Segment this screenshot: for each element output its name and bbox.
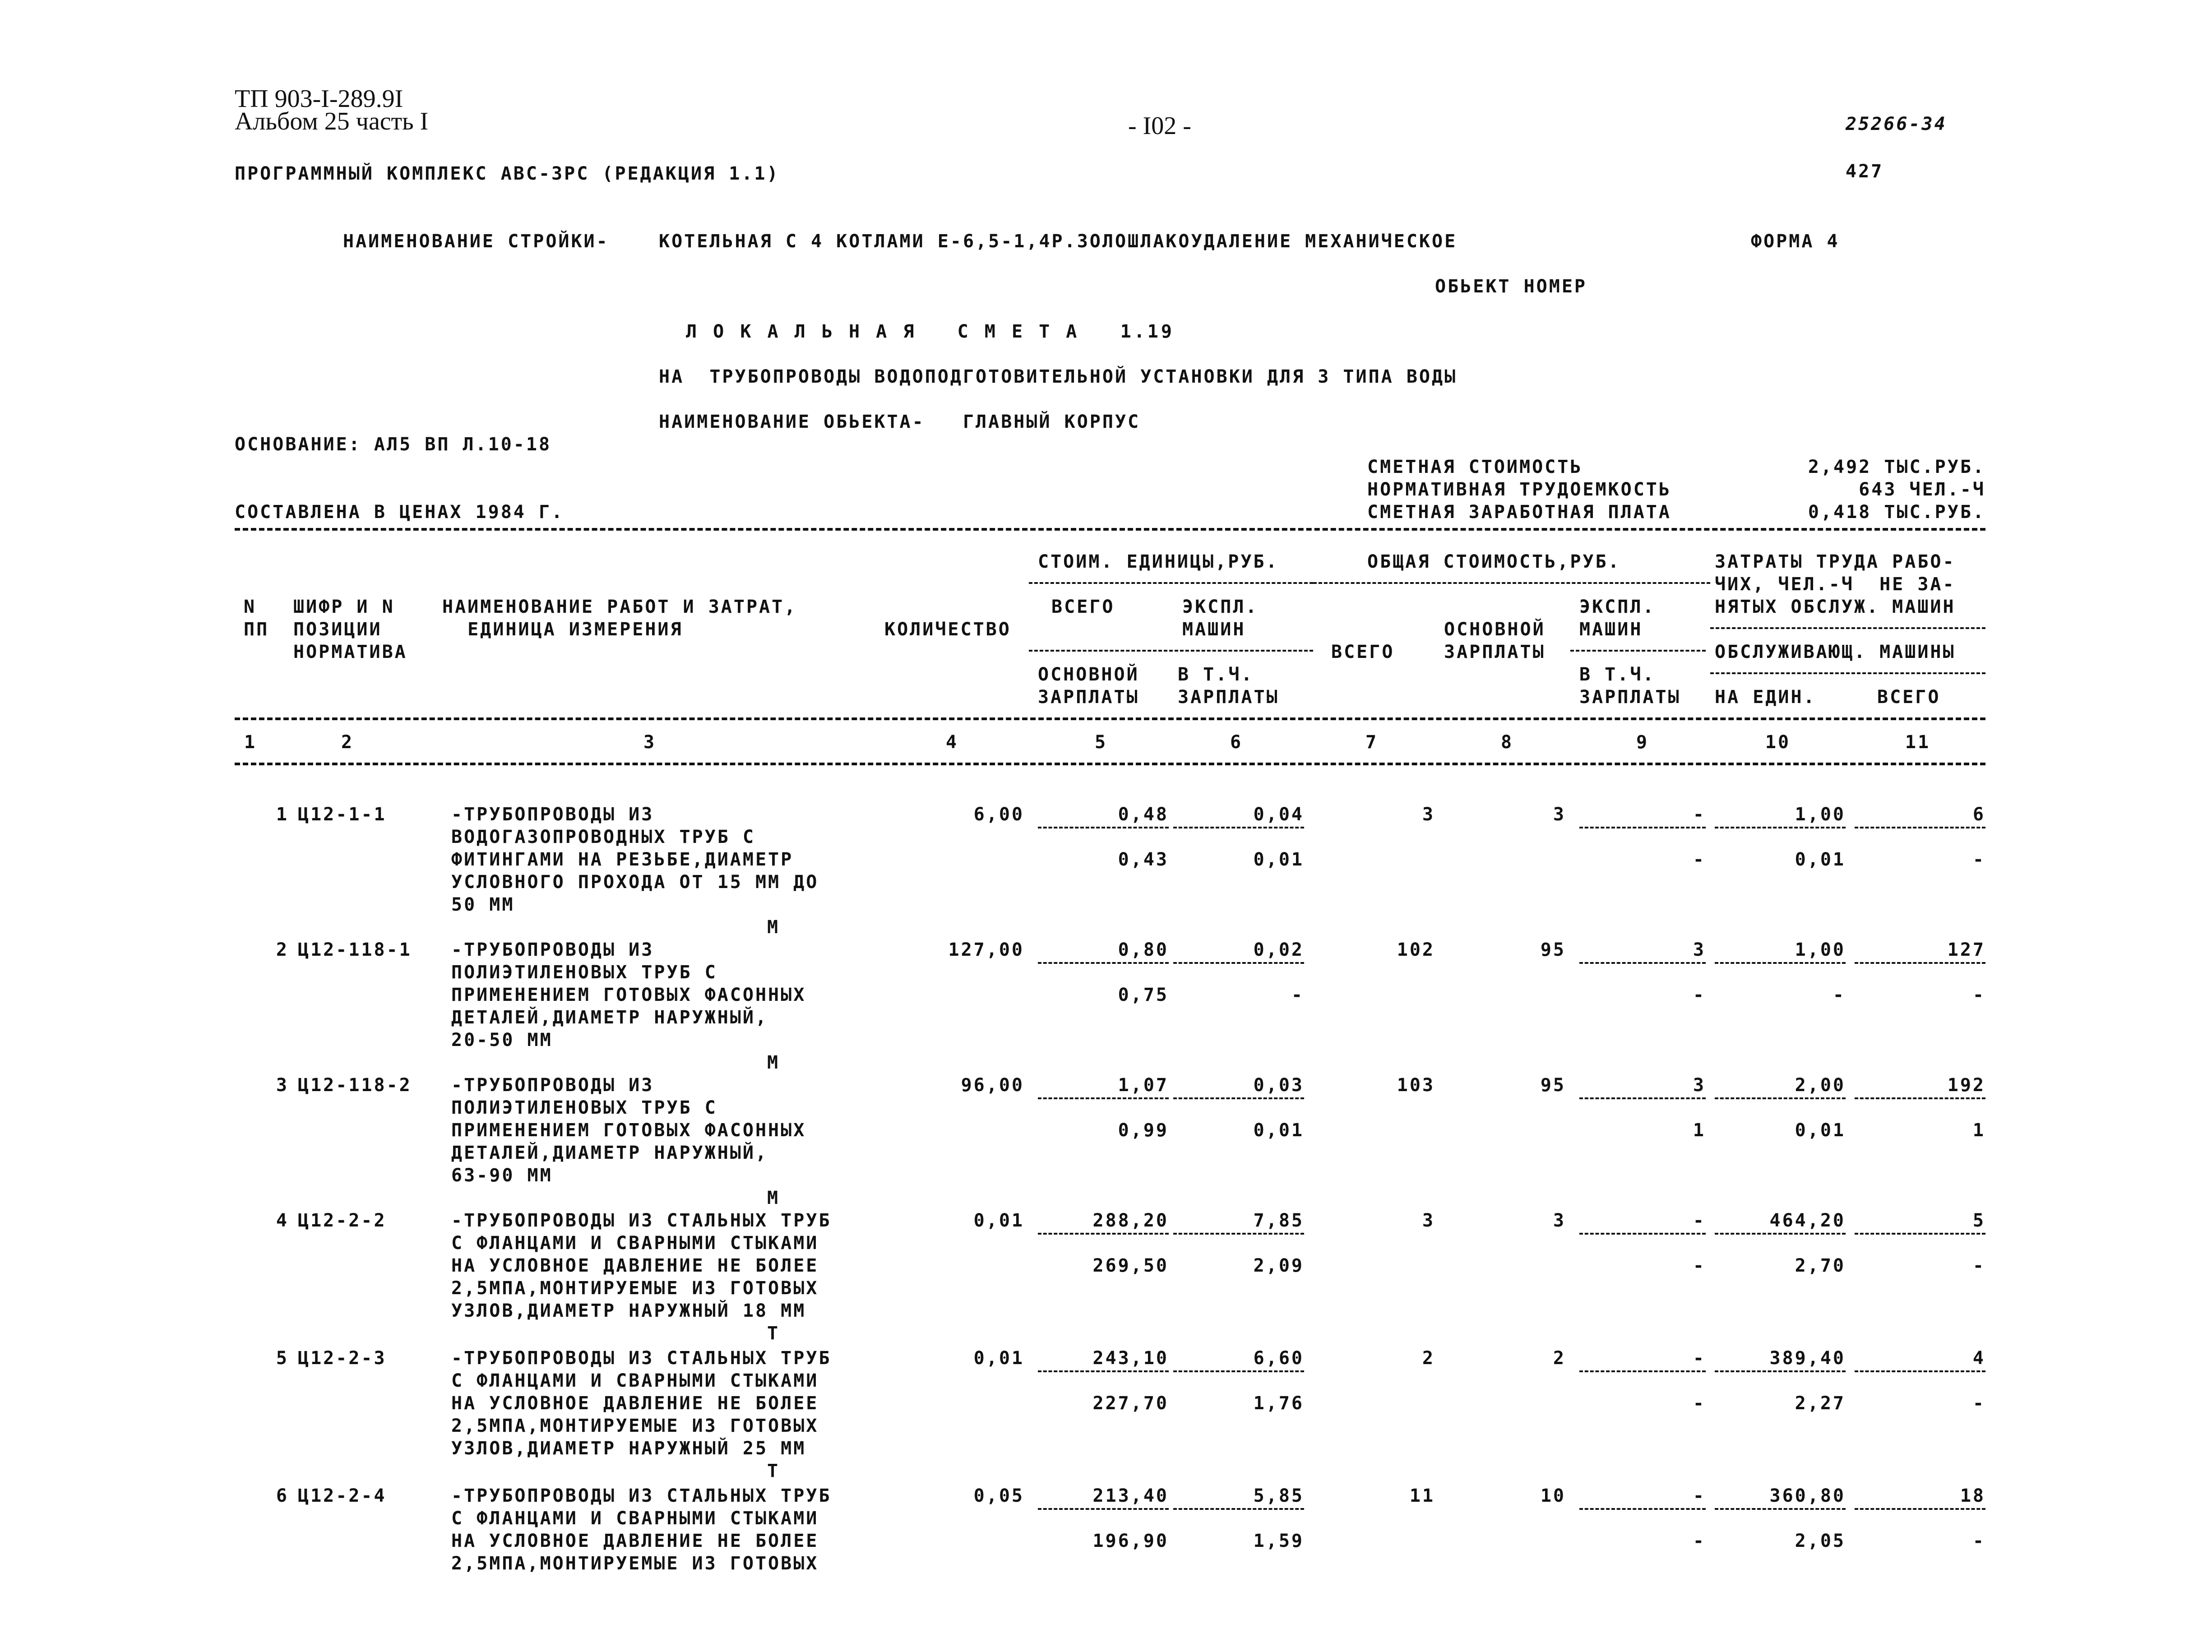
summary-value: 0,418 ТЫС.РУБ. (1808, 502, 1985, 523)
row-name-line: ФИТИНГАМИ НА РЕЗЬБЕ,ДИАМЕТР (451, 849, 794, 870)
page-number: - I02 - (1128, 112, 1191, 140)
row-labor-total: 18 (1960, 1485, 1985, 1506)
row-qty: 96,00 (961, 1075, 1024, 1096)
row-name-line: ВОДОГАЗОПРОВОДНЫХ ТРУБ С (451, 827, 755, 847)
cell-divider (1579, 1508, 1706, 1510)
page-title: Л О К А Л Ь Н А Я С М Е Т А 1.19 (686, 321, 1175, 342)
header-n: N ПП (244, 597, 269, 640)
cell-divider (1038, 962, 1169, 964)
summary-value: 2,492 ТЫС.РУБ. (1808, 457, 1985, 477)
row-labor-unit-serv: 2,05 (1795, 1531, 1846, 1551)
object-number-label: ОБЬЕКТ НОМЕР (1435, 276, 1587, 297)
row-labor-unit: 2,00 (1795, 1075, 1846, 1096)
column-number: 4 (945, 732, 959, 753)
header-total-mach: ЭКСПЛ. МАШИН (1579, 597, 1656, 640)
row-code: Ц12-118-1 (298, 939, 412, 960)
row-code: Ц12-2-3 (298, 1348, 387, 1369)
row-unit-mach: 5,85 (1253, 1485, 1304, 1506)
row-unit-incl: 0,01 (1253, 849, 1304, 870)
header-total-all: ВСЕГО (1331, 642, 1395, 662)
album-label: Альбом 25 часть I (235, 107, 429, 135)
row-total-incl: - (1693, 1393, 1706, 1414)
cell-divider (1038, 1370, 1169, 1372)
row-code: Ц12-1-1 (298, 804, 387, 825)
cell-divider (1579, 962, 1706, 964)
row-labor-unit: 1,00 (1795, 939, 1846, 960)
row-unit: Т (767, 1323, 780, 1344)
row-unit-wage: 0,43 (1118, 849, 1169, 870)
row-number: 1 (276, 804, 289, 825)
row-labor-total: 192 (1947, 1075, 1985, 1096)
row-name-line: С ФЛАНЦАМИ И СВАРНЫМИ СТЫКАМИ (451, 1370, 819, 1391)
header-unit-cost: СТОИМ. ЕДИНИЦЫ,РУБ. (1038, 551, 1279, 572)
header-labor-serv: ОБСЛУЖИВАЮЩ. МАШИНЫ (1715, 642, 1956, 662)
row-unit-incl: 2,09 (1253, 1255, 1304, 1276)
cell-divider (1038, 1097, 1169, 1099)
cell-divider (1173, 1508, 1304, 1510)
header-subrule (1313, 582, 1710, 584)
header-unit-wage: ОСНОВНОЙ ЗАРПЛАТЫ (1038, 664, 1139, 708)
row-code: Ц12-2-4 (298, 1485, 387, 1506)
header-code: ШИФР И N ПОЗИЦИИ НОРМАТИВА (293, 597, 407, 662)
row-total-wage: 95 (1540, 939, 1566, 960)
row-number: 2 (276, 939, 289, 960)
row-unit-wage: 196,90 (1092, 1531, 1169, 1551)
row-qty: 0,01 (973, 1348, 1024, 1369)
column-number: 3 (643, 732, 657, 753)
row-name-line: 50 ММ (451, 894, 515, 915)
row-unit-incl: 1,59 (1253, 1531, 1304, 1551)
row-labor-unit-serv: 0,01 (1795, 1120, 1846, 1141)
row-name-line: ПРИМЕНЕНИЕМ ГОТОВЫХ ФАСОННЫХ (451, 985, 806, 1005)
cell-divider (1855, 1097, 1985, 1099)
row-labor-unit-serv: 2,70 (1795, 1255, 1846, 1276)
cell-divider (1173, 1370, 1304, 1372)
row-name-line: 2,5МПА,МОНТИРУЕМЫЕ ИЗ ГОТОВЫХ (451, 1278, 819, 1299)
row-name-line: 63-90 ММ (451, 1165, 553, 1186)
row-unit-total: 0,48 (1118, 804, 1169, 825)
row-total-mach: 3 (1693, 939, 1706, 960)
row-unit-wage: 269,50 (1092, 1255, 1169, 1276)
cell-divider (1855, 827, 1985, 828)
row-labor-total: 5 (1972, 1210, 1985, 1231)
row-name-line: -ТРУБОПРОВОДЫ ИЗ СТАЛЬНЫХ ТРУБ (451, 1210, 832, 1231)
row-name-line: ДЕТАЛЕЙ,ДИАМЕТР НАРУЖНЫЙ, (451, 1143, 768, 1163)
header-subrule (1029, 582, 1313, 584)
column-number: 2 (341, 732, 354, 753)
row-labor-unit: 1,00 (1795, 804, 1846, 825)
cell-divider (1855, 1508, 1985, 1510)
header-subrule (1710, 672, 1985, 674)
row-name-line: ПОЛИЭТИЛЕНОВЫХ ТРУБ С (451, 1097, 717, 1118)
summary-label: СМЕТНАЯ ЗАРАБОТНАЯ ПЛАТА (1367, 502, 1671, 523)
summary-label: СМЕТНАЯ СТОИМОСТЬ (1367, 457, 1583, 477)
construction-label: НАИМЕНОВАНИЕ СТРОЙКИ- (343, 231, 609, 252)
row-labor-unit: 389,40 (1769, 1348, 1846, 1369)
table-rule-numbers-bottom (235, 763, 1985, 765)
row-qty: 6,00 (973, 804, 1024, 825)
header-total-cost: ОБЩАЯ СТОИМОСТЬ,РУБ. (1367, 551, 1621, 572)
cell-divider (1715, 1370, 1846, 1372)
row-code: Ц12-2-2 (298, 1210, 387, 1231)
row-unit: М (767, 917, 780, 938)
cell-divider (1173, 1097, 1304, 1099)
cell-divider (1715, 1097, 1846, 1099)
row-name-line: 2,5МПА,МОНТИРУЕМЫЕ ИЗ ГОТОВЫХ (451, 1553, 819, 1574)
row-name-line: С ФЛАНЦАМИ И СВАРНЫМИ СТЫКАМИ (451, 1508, 819, 1529)
header-labor-total: ВСЕГО (1877, 687, 1941, 708)
cell-divider (1173, 1233, 1304, 1235)
cell-divider (1173, 827, 1304, 828)
row-name-line: -ТРУБОПРОВОДЫ ИЗ (451, 804, 654, 825)
cell-divider (1038, 1233, 1169, 1235)
header-subrule (1570, 650, 1706, 652)
row-name-line: ДЕТАЛЕЙ,ДИАМЕТР НАРУЖНЫЙ, (451, 1007, 768, 1028)
estimate-subject: НА ТРУБОПРОВОДЫ ВОДОПОДГОТОВИТЕЛЬНОЙ УСТАНОВКИ ДЛЯ 3 ТИПА ВОДЫ (659, 366, 1458, 387)
row-code: Ц12-118-2 (298, 1075, 412, 1096)
row-name-line: НА УСЛОВНОЕ ДАВЛЕНИЕ НЕ БОЛЕЕ (451, 1255, 819, 1276)
column-number: 7 (1365, 732, 1379, 753)
row-labor-total-serv: - (1972, 849, 1985, 870)
row-total-wage: 2 (1553, 1348, 1566, 1369)
header-unit-incl: В Т.Ч. ЗАРПЛАТЫ (1178, 664, 1279, 708)
basis-line: ОСНОВАНИЕ: АЛ5 ВП Л.10-18 (235, 434, 552, 455)
row-unit-total: 0,80 (1118, 939, 1169, 960)
row-name-line: -ТРУБОПРОВОДЫ ИЗ (451, 1075, 654, 1096)
row-labor-total-serv: 1 (1972, 1120, 1985, 1141)
row-name-line: УЗЛОВ,ДИАМЕТР НАРУЖНЫЙ 25 ММ (451, 1438, 806, 1459)
row-labor-total-serv: - (1972, 985, 1985, 1005)
cell-divider (1038, 827, 1169, 828)
cell-divider (1579, 827, 1706, 828)
summary-label: НОРМАТИВНАЯ ТРУДОЕМКОСТЬ (1367, 479, 1671, 500)
row-number: 5 (276, 1348, 289, 1369)
row-labor-unit: 360,80 (1769, 1485, 1846, 1506)
row-name-line: -ТРУБОПРОВОДЫ ИЗ СТАЛЬНЫХ ТРУБ (451, 1348, 832, 1369)
table-rule-header-bottom (235, 717, 1985, 720)
header-subrule (1710, 627, 1985, 629)
row-unit-total: 288,20 (1092, 1210, 1169, 1231)
row-total-incl: - (1693, 849, 1706, 870)
column-number: 11 (1905, 732, 1931, 753)
row-unit-wage: 0,99 (1118, 1120, 1169, 1141)
cell-divider (1715, 1233, 1846, 1235)
row-total: 3 (1422, 804, 1435, 825)
cell-divider (1173, 962, 1304, 964)
row-labor-total-serv: - (1972, 1531, 1985, 1551)
row-total-mach: 3 (1693, 1075, 1706, 1096)
row-name-line: УЗЛОВ,ДИАМЕТР НАРУЖНЫЙ 18 ММ (451, 1300, 806, 1321)
cell-divider (1715, 962, 1846, 964)
row-name-line: 2,5МПА,МОНТИРУЕМЫЕ ИЗ ГОТОВЫХ (451, 1416, 819, 1436)
row-unit-mach: 0,04 (1253, 804, 1304, 825)
doc-code: 25266-34 (1846, 114, 1947, 134)
header-qty: КОЛИЧЕСТВО (884, 619, 1011, 640)
row-labor-total: 6 (1972, 804, 1985, 825)
row-number: 4 (276, 1210, 289, 1231)
row-total-mach: - (1693, 804, 1706, 825)
row-unit: М (767, 1188, 780, 1208)
column-number: 10 (1765, 732, 1791, 753)
cell-divider (1579, 1370, 1706, 1372)
header-unit-mach: ЭКСПЛ. МАШИН (1182, 597, 1259, 640)
row-total: 2 (1422, 1348, 1435, 1369)
object-name: НАИМЕНОВАНИЕ ОБЬЕКТА- ГЛАВНЫЙ КОРПУС (659, 412, 1141, 432)
cell-divider (1579, 1233, 1706, 1235)
row-unit-mach: 6,60 (1253, 1348, 1304, 1369)
cell-divider (1855, 962, 1985, 964)
row-total-wage: 3 (1553, 804, 1566, 825)
cell-divider (1715, 1508, 1846, 1510)
form-label: ФОРМА 4 (1751, 231, 1840, 252)
row-labor-total-serv: - (1972, 1393, 1985, 1414)
row-labor-unit: 464,20 (1769, 1210, 1846, 1231)
column-number: 9 (1636, 732, 1649, 753)
row-unit: Т (767, 1461, 780, 1481)
column-number: 8 (1500, 732, 1514, 753)
row-total-mach: - (1693, 1348, 1706, 1369)
construction-name: КОТЕЛЬНАЯ С 4 КОТЛАМИ Е-6,5-1,4Р.ЗОЛОШЛАКОУДАЛЕНИЕ МЕХАНИЧЕСКОЕ (659, 231, 1458, 252)
row-number: 6 (276, 1485, 289, 1506)
row-labor-total-serv: - (1972, 1255, 1985, 1276)
row-unit-incl: 1,76 (1253, 1393, 1304, 1414)
row-total: 3 (1422, 1210, 1435, 1231)
row-labor-unit-serv: - (1833, 985, 1846, 1005)
row-labor-unit-serv: 0,01 (1795, 849, 1846, 870)
row-unit-incl: - (1291, 985, 1304, 1005)
row-labor-total: 127 (1947, 939, 1985, 960)
tp-number: ТП 903-I-289.9I (235, 85, 403, 113)
row-name-line: ПОЛИЭТИЛЕНОВЫХ ТРУБ С (451, 962, 717, 983)
header-total-incl: В Т.Ч. ЗАРПЛАТЫ (1579, 664, 1681, 708)
row-qty: 127,00 (948, 939, 1024, 960)
row-number: 3 (276, 1075, 289, 1096)
cell-divider (1855, 1233, 1985, 1235)
row-name-line: НА УСЛОВНОЕ ДАВЛЕНИЕ НЕ БОЛЕЕ (451, 1531, 819, 1551)
row-qty: 0,01 (973, 1210, 1024, 1231)
prices-line: СОСТАВЛЕНА В ЦЕНАХ 1984 Г. (235, 502, 565, 523)
row-unit-mach: 0,03 (1253, 1075, 1304, 1096)
cell-divider (1579, 1097, 1706, 1099)
row-qty: 0,05 (973, 1485, 1024, 1506)
program-line: ПРОГРАММНЫЙ КОМПЛЕКС АВС-ЗРС (РЕДАКЦИЯ 1.1) (235, 163, 780, 184)
row-total-mach: - (1693, 1485, 1706, 1506)
row-name-line: ПРИМЕНЕНИЕМ ГОТОВЫХ ФАСОННЫХ (451, 1120, 806, 1141)
row-name-line: -ТРУБОПРОВОДЫ ИЗ (451, 939, 654, 960)
row-total: 11 (1409, 1485, 1435, 1506)
cell-divider (1038, 1508, 1169, 1510)
row-total-incl: - (1693, 985, 1706, 1005)
row-labor-unit-serv: 2,27 (1795, 1393, 1846, 1414)
summary-value: 643 ЧЕЛ.-Ч (1859, 479, 1985, 500)
row-unit-total: 243,10 (1092, 1348, 1169, 1369)
row-name-line: С ФЛАНЦАМИ И СВАРНЫМИ СТЫКАМИ (451, 1233, 819, 1254)
header-subrule (1029, 650, 1313, 652)
row-name-line: УСЛОВНОГО ПРОХОДА ОТ 15 ММ ДО (451, 872, 819, 893)
row-name-line: НА УСЛОВНОЕ ДАВЛЕНИЕ НЕ БОЛЕЕ (451, 1393, 819, 1414)
row-total-incl: - (1693, 1255, 1706, 1276)
row-unit-wage: 0,75 (1118, 985, 1169, 1005)
row-unit-incl: 0,01 (1253, 1120, 1304, 1141)
row-name-line: -ТРУБОПРОВОДЫ ИЗ СТАЛЬНЫХ ТРУБ (451, 1485, 832, 1506)
row-total-wage: 10 (1540, 1485, 1566, 1506)
table-rule-top (235, 528, 1985, 531)
cell-divider (1855, 1370, 1985, 1372)
row-total-incl: 1 (1693, 1120, 1706, 1141)
column-number: 6 (1230, 732, 1243, 753)
row-unit-total: 1,07 (1118, 1075, 1169, 1096)
row-unit-mach: 0,02 (1253, 939, 1304, 960)
cell-divider (1715, 827, 1846, 828)
row-unit: М (767, 1052, 780, 1073)
row-total-wage: 3 (1553, 1210, 1566, 1231)
row-labor-total: 4 (1972, 1348, 1985, 1369)
row-total-wage: 95 (1540, 1075, 1566, 1096)
header-name: НАИМЕНОВАНИЕ РАБОТ И ЗАТРАТ, ЕДИНИЦА ИЗМЕРЕНИЯ (442, 597, 797, 640)
row-unit-mach: 7,85 (1253, 1210, 1304, 1231)
row-name-line: 20-50 ММ (451, 1030, 553, 1050)
row-total: 102 (1397, 939, 1435, 960)
header-unit-total: ВСЕГО (1051, 597, 1115, 617)
row-unit-wage: 227,70 (1092, 1393, 1169, 1414)
header-labor: ЗАТРАТЫ ТРУДА РАБО- ЧИХ, ЧЕЛ.-Ч НЕ ЗА- НЯТЫХ ОБСЛУЖ. МАШИН (1715, 551, 1956, 617)
sheet-number: 427 (1846, 161, 1884, 182)
header-labor-unit: НА ЕДИН. (1715, 687, 1816, 708)
column-number: 5 (1094, 732, 1108, 753)
header-total-wage: ОСНОВНОЙ ЗАРПЛАТЫ (1444, 619, 1546, 662)
row-unit-total: 213,40 (1092, 1485, 1169, 1506)
column-number: 1 (244, 732, 257, 753)
row-total: 103 (1397, 1075, 1435, 1096)
row-total-mach: - (1693, 1210, 1706, 1231)
row-total-incl: - (1693, 1531, 1706, 1551)
